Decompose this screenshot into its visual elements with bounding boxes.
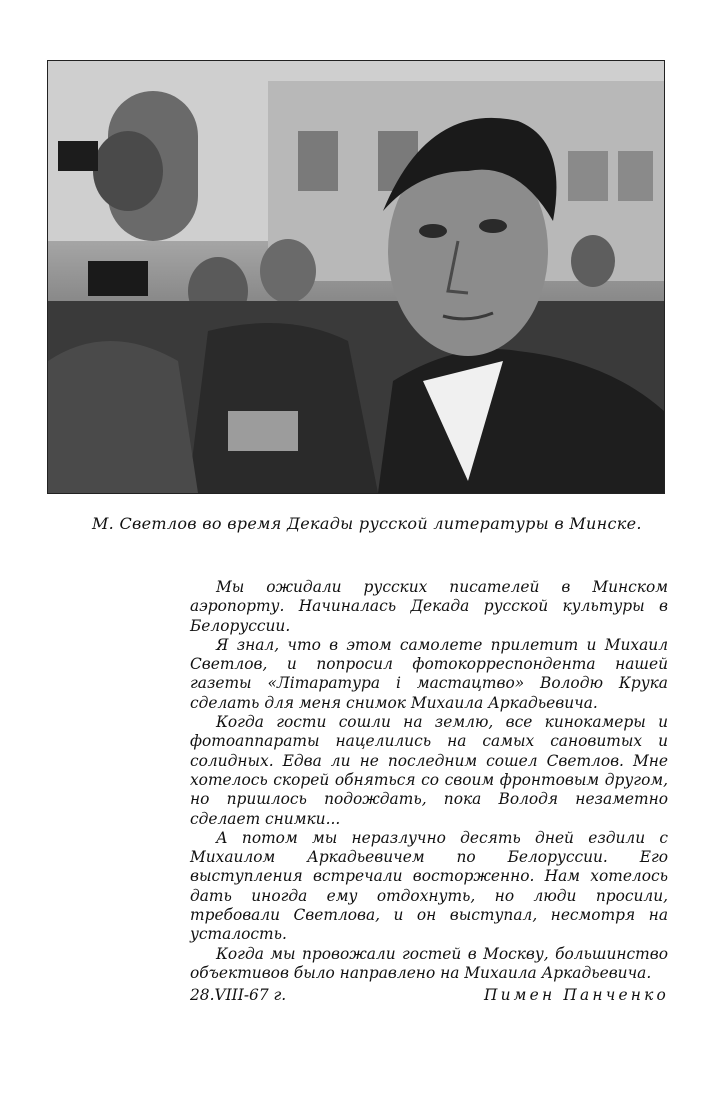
article-paragraph: Мы ожидали русских писателей в Минском аэропорту. Начиналась Декада русской культуры в Белоруссии. [190,578,668,635]
article-text [190,578,668,983]
signature-date: 28.VIII-67 г. [190,986,287,1004]
photograph-image-icon [48,61,664,493]
article-paragraph: Когда мы провожали гостей в Москву, большинство объективов было направлено на Михаила Аркадьевича. [190,944,668,982]
article-paragraph: Когда гости сошли на землю, все кинокамеры и фотоаппараты нацелились на самых сановитых и солидных. Едва ли не последним сошел Светлов. Мне хотелось скорей обняться со своим фронтовым другом, но пришлось подождать, пока Володя незаметно сделает снимки... [190,713,668,828]
photo-caption: М. Светлов во время Декады русской литературы в Минске. [92,514,642,533]
article-paragraph: А потом мы неразлучно десять дней ездили с Михаилом Аркадьевичем по Белоруссии. Его выступления встречали восторженно. Нам хотелось дать иногда ему отдохнуть, но люди просили, требовали Светлова, и он выступал, несмотря на усталость. [190,828,668,944]
photograph [47,60,665,494]
article-paragraph: Я знал, что в этом самолете прилетит и Михаил Светлов, и попросил фотокорреспондента нашей газеты «Літаратура і мастацтво» Володю Крука сделать для меня снимок Михаила Аркадьевича. [190,635,668,712]
signature-author: Пимен Панченко [483,986,669,1004]
